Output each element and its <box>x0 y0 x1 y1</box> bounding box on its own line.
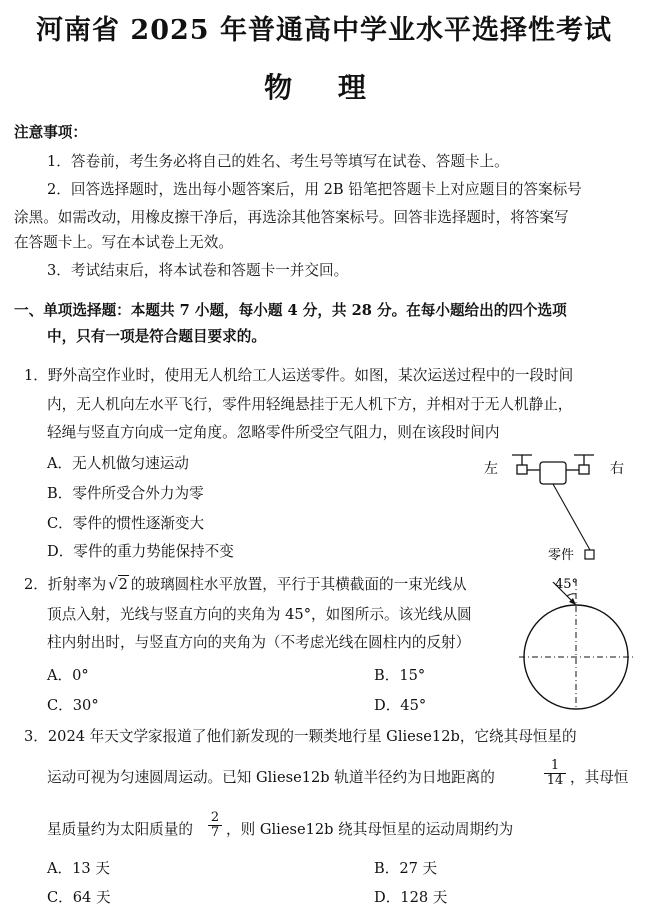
option-c: C．30° <box>47 697 99 714</box>
option-d: D．45° <box>374 697 427 714</box>
part-label: 零件 <box>548 548 575 563</box>
section-heading-line: 一、单项选择题：本题共 7 小题，每小题 4 分，共 28 分。在每小题给出的四个选项 <box>14 302 567 319</box>
drone-icon <box>512 455 594 484</box>
drone-figure <box>470 448 630 570</box>
option-a: A．13 天 <box>47 860 110 877</box>
fraction <box>544 759 566 788</box>
question-text: 柱内射出时，与竖直方向的夹角为（不考虑光线在圆柱内的反射） <box>47 634 471 651</box>
option-a: A．无人机做匀速运动 <box>47 455 189 472</box>
cylinder-figure <box>515 570 640 710</box>
option-a: A．0° <box>47 667 89 684</box>
notice-item: 2．回答选择题时，选出每小题答案后，用 2B 铅笔把答题卡上对应题目的答案标号 <box>47 181 582 198</box>
question-text: 轻绳与竖直方向成一定角度。忽略零件所受空气阻力，则在该段时间内 <box>47 424 500 441</box>
section-heading-line: 中，只有一项是符合题目要求的。 <box>47 328 266 345</box>
question-text: 1．野外高空作业时，使用无人机给工人运送零件。如图，某次运送过程中的一段时间 <box>24 367 574 384</box>
sqrt-value: 2 <box>118 576 128 593</box>
left-label: 左 <box>484 461 498 477</box>
option-b: B．零件所受合外力为零 <box>47 485 204 502</box>
option-d: D．零件的重力势能保持不变 <box>47 543 234 560</box>
question-text <box>24 576 467 594</box>
rope <box>553 484 590 550</box>
question-text-part: 的玻璃圆柱水平放置，平行于其横截面的一束光线从 <box>130 576 467 593</box>
option-b: B．27 天 <box>374 860 438 877</box>
question-text-part: 运动可视为匀速圆周运动。已知 Gliese12b 轨道半径约为日地距离的 <box>47 769 495 786</box>
question-text: 顶点入射，光线与竖直方向的夹角为 45°，如图所示。该光线从圆 <box>47 606 472 623</box>
question-text-part: 星质量约为太阳质量的 <box>47 821 193 838</box>
part-icon <box>585 550 594 559</box>
option-d: D．128 天 <box>374 889 448 906</box>
notice-heading: 注意事项： <box>14 124 87 141</box>
question-text-part: ，其母恒 <box>570 769 629 786</box>
notice-item: 3．考试结束后，将本试卷和答题卡一并交回。 <box>47 262 349 279</box>
fraction-denominator: 7 <box>208 825 222 840</box>
exam-title: 河南省 2025 年普通高中学业水平选择性考试 <box>36 15 612 46</box>
angle-arc <box>567 594 576 596</box>
option-c: C．零件的惯性逐渐变大 <box>47 515 205 532</box>
notice-item: 1．答卷前，考生务必将自己的姓名、考生号等填写在试卷、答题卡上。 <box>47 153 509 170</box>
option-c: C．64 天 <box>47 889 111 906</box>
question-text: 3．2024 年天文学家报道了他们新发现的一颗类地行星 Gliese12b，它绕其母恒星的 <box>24 728 577 745</box>
question-text-part: 2．折射率为 <box>24 576 107 593</box>
fraction-numerator: 1 <box>550 758 560 773</box>
fraction-denominator: 14 <box>544 773 566 788</box>
notice-item: 在答题卡上。写在本试卷上无效。 <box>14 234 233 251</box>
notice-item: 涂黑。如需改动，用橡皮擦干净后，再选涂其他答案标号。回答非选择题时，将答案写 <box>14 209 569 226</box>
fraction-numerator: 2 <box>210 810 220 825</box>
angle-label: 45° <box>555 577 579 592</box>
option-b: B．15° <box>374 667 426 684</box>
sqrt-expression <box>108 576 129 594</box>
sqrt-sign: √ <box>108 576 118 593</box>
right-label: 右 <box>610 461 624 477</box>
question-text: 内，无人机向左水平飞行，零件用轻绳悬挂于无人机下方，并相对于无人机静止， <box>47 396 573 413</box>
subject-title: 物 理 <box>264 71 384 104</box>
fraction <box>208 811 222 840</box>
question-text-part: ，则 Gliese12b 绕其母恒星的运动周期约为 <box>226 821 514 838</box>
